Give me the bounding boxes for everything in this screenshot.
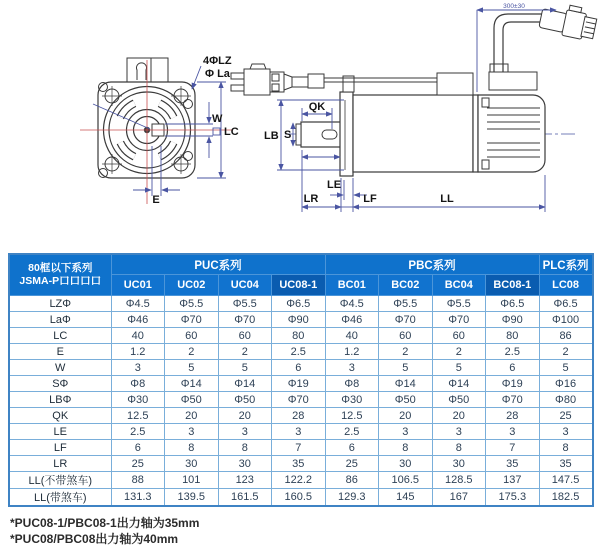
spec-cell: Φ6.5: [272, 296, 326, 312]
dim-label-ll: LL: [440, 193, 454, 205]
spec-cell: 12.5: [111, 408, 165, 424]
spec-cell: 60: [165, 328, 219, 344]
spec-cell: 86: [539, 328, 593, 344]
spec-cell: Φ6.5: [539, 296, 593, 312]
spec-cell: 139.5: [165, 489, 219, 507]
spec-cell: 145: [379, 489, 433, 507]
spec-cell: 40: [325, 328, 379, 344]
spec-cell: 25: [111, 456, 165, 472]
spec-cell: 35: [539, 456, 593, 472]
column-header-uc01: UC01: [111, 275, 165, 296]
spec-cell: 5: [218, 360, 272, 376]
spec-cell: Φ14: [379, 376, 433, 392]
spec-cell: 137: [486, 472, 540, 489]
spec-cell: 175.3: [486, 489, 540, 507]
spec-cell: 3: [486, 424, 540, 440]
spec-cell: 123: [218, 472, 272, 489]
spec-cell: 161.5: [218, 489, 272, 507]
spec-cell: Φ5.5: [165, 296, 219, 312]
row-label: LL(带煞车): [9, 489, 111, 507]
column-header-uc08-1: UC08-1: [272, 275, 326, 296]
row-label: SΦ: [9, 376, 111, 392]
dim-label-lb: LB: [264, 130, 279, 142]
spec-cell: 60: [218, 328, 272, 344]
spec-cell: Φ70: [272, 392, 326, 408]
spec-cell: 3: [325, 360, 379, 376]
spec-cell: Φ70: [486, 392, 540, 408]
motor-front-view: [98, 58, 195, 178]
spec-cell: Φ5.5: [432, 296, 486, 312]
spec-cell: Φ46: [111, 312, 165, 328]
spec-cell: 3: [218, 424, 272, 440]
spec-cell: Φ5.5: [379, 296, 433, 312]
spec-cell: 5: [539, 360, 593, 376]
group-header-pbc: PBC系列: [325, 254, 539, 275]
spec-cell: 128.5: [432, 472, 486, 489]
row-label: LE: [9, 424, 111, 440]
spec-cell: Φ19: [486, 376, 540, 392]
dim-label-e: E: [152, 194, 160, 206]
spec-cell: 88: [111, 472, 165, 489]
table-row: [9, 424, 593, 440]
spec-cell: 60: [432, 328, 486, 344]
row-label: W: [9, 360, 111, 376]
spec-cell: 30: [379, 456, 433, 472]
spec-cell: 20: [218, 408, 272, 424]
spec-cell: Φ80: [539, 392, 593, 408]
spec-cell: 12.5: [325, 408, 379, 424]
table-row: [9, 328, 593, 344]
spec-cell: 2: [165, 344, 219, 360]
row-label: LZΦ: [9, 296, 111, 312]
spec-cell: Φ14: [218, 376, 272, 392]
spec-cell: 28: [486, 408, 540, 424]
spec-cell: 6: [486, 360, 540, 376]
spec-cell: 131.3: [111, 489, 165, 507]
spec-cell: Φ70: [218, 312, 272, 328]
spec-cell: 160.5: [272, 489, 326, 507]
column-header-lc08: LC08: [539, 275, 593, 296]
column-header-bc04: BC04: [432, 275, 486, 296]
table-row: [9, 360, 593, 376]
spec-cell: 8: [379, 440, 433, 456]
footnotes: [10, 515, 199, 547]
spec-cell: 25: [539, 408, 593, 424]
pilot-leader-line: [93, 104, 150, 129]
spec-cell: 7: [486, 440, 540, 456]
spec-cell: 30: [432, 456, 486, 472]
spec-cell: 2: [379, 344, 433, 360]
row-label: QK: [9, 408, 111, 424]
spec-cell: 5: [379, 360, 433, 376]
dim-label-w: W: [212, 113, 223, 125]
group-header-plc: PLC系列: [539, 254, 593, 275]
table-row: [9, 440, 593, 456]
row-label: LC: [9, 328, 111, 344]
spec-cell: 129.3: [325, 489, 379, 507]
row-label: LaΦ: [9, 312, 111, 328]
spec-cell: Φ19: [272, 376, 326, 392]
spec-cell: 7: [272, 440, 326, 456]
spec-cell: Φ4.5: [325, 296, 379, 312]
spec-cell: 6: [111, 440, 165, 456]
spec-cell: Φ100: [539, 312, 593, 328]
spec-cell: 80: [486, 328, 540, 344]
spec-cell: 80: [272, 328, 326, 344]
spec-cell: 3: [432, 424, 486, 440]
spec-cell: 147.5: [539, 472, 593, 489]
table-row: [9, 392, 593, 408]
spec-cell: 8: [432, 440, 486, 456]
table-row: [9, 456, 593, 472]
dim-label-lf: LF: [363, 193, 377, 205]
spec-cell: Φ8: [325, 376, 379, 392]
dim-label-cable: 300±30: [503, 3, 525, 10]
spec-cell: 2.5: [111, 424, 165, 440]
spec-cell: 8: [539, 440, 593, 456]
table-row: [9, 489, 593, 507]
spec-cell: 3: [165, 424, 219, 440]
spec-cell: 8: [218, 440, 272, 456]
spec-cell: Φ5.5: [218, 296, 272, 312]
spec-cell: 122.2: [272, 472, 326, 489]
corner-line1: 80框以下系列: [28, 261, 93, 274]
spec-cell: 60: [379, 328, 433, 344]
column-header-bc02: BC02: [379, 275, 433, 296]
corner-line2: JSMA-P口口口口: [19, 275, 102, 287]
row-label: LBΦ: [9, 392, 111, 408]
spec-table: [8, 253, 592, 507]
spec-cell: 5: [165, 360, 219, 376]
spec-cell: 2: [432, 344, 486, 360]
spec-cell: 2.5: [486, 344, 540, 360]
spec-cell: 2: [539, 344, 593, 360]
spec-cell: 167: [432, 489, 486, 507]
spec-cell: Φ4.5: [111, 296, 165, 312]
spec-cell: 20: [379, 408, 433, 424]
spec-cell: 35: [486, 456, 540, 472]
spec-cell: Φ14: [165, 376, 219, 392]
spec-cell: 6: [325, 440, 379, 456]
spec-cell: 3: [272, 424, 326, 440]
table-row: [9, 344, 593, 360]
spec-cell: Φ46: [325, 312, 379, 328]
spec-cell: Φ16: [539, 376, 593, 392]
spec-cell: Φ90: [486, 312, 540, 328]
dim-label-le: LE: [326, 179, 342, 191]
dim-label-s: S: [284, 129, 292, 141]
spec-cell: Φ70: [165, 312, 219, 328]
row-label: E: [9, 344, 111, 360]
spec-cell: 3: [379, 424, 433, 440]
spec-cell: 106.5: [379, 472, 433, 489]
power-connector: [538, 0, 598, 42]
spec-cell: Φ70: [432, 312, 486, 328]
spec-cell: Φ30: [111, 392, 165, 408]
spec-cell: 182.5: [539, 489, 593, 507]
spec-cell: Φ70: [379, 312, 433, 328]
spec-cell: Φ6.5: [486, 296, 540, 312]
spec-cell: 5: [432, 360, 486, 376]
footnote-1: *PUC08-1/PBC08-1出力轴为35mm: [10, 516, 200, 530]
spec-cell: Φ90: [272, 312, 326, 328]
row-label: LL(不带煞车): [9, 472, 111, 489]
spec-cell: 2.5: [272, 344, 326, 360]
spec-cell: 8: [165, 440, 219, 456]
spec-cell: 30: [218, 456, 272, 472]
spec-cell: 20: [165, 408, 219, 424]
table-row: [9, 408, 593, 424]
spec-cell: 2.5: [325, 424, 379, 440]
column-header-bc08-1: BC08-1: [486, 275, 540, 296]
spec-cell: 1.2: [325, 344, 379, 360]
dim-label-lc: LC: [224, 126, 239, 138]
row-label: LF: [9, 440, 111, 456]
table-row: [9, 472, 593, 489]
spec-cell: 86: [325, 472, 379, 489]
dimension-diagram: [0, 0, 600, 250]
spec-cell: Φ14: [432, 376, 486, 392]
spec-cell: 3: [111, 360, 165, 376]
spec-cell: 3: [539, 424, 593, 440]
series-corner-header: [9, 254, 111, 296]
table-row: [9, 376, 593, 392]
row-label: LR: [9, 456, 111, 472]
spec-cell: 2: [218, 344, 272, 360]
spec-cell: 6: [272, 360, 326, 376]
column-header-uc04: UC04: [218, 275, 272, 296]
table-row: [9, 312, 593, 328]
spec-cell: 25: [325, 456, 379, 472]
spec-cell: Φ50: [165, 392, 219, 408]
footnote-2: *PUC08/PBC08出力轴为40mm: [10, 532, 179, 547]
spec-cell: Φ50: [432, 392, 486, 408]
column-header-uc02: UC02: [165, 275, 219, 296]
dim-label-4lz: 4ΦLZ: [203, 55, 232, 67]
motor-side-view: [231, 0, 598, 176]
dim-label-lr: LR: [303, 193, 319, 205]
dim-label-qk: QK: [308, 101, 326, 113]
table-row: [9, 296, 593, 312]
spec-cell: 20: [432, 408, 486, 424]
spec-cell: 28: [272, 408, 326, 424]
spec-cell: 101: [165, 472, 219, 489]
dim-label-la: Φ La: [205, 68, 230, 80]
spec-cell: Φ8: [111, 376, 165, 392]
spec-cell: 40: [111, 328, 165, 344]
spec-cell: Φ50: [218, 392, 272, 408]
spec-cell: 35: [272, 456, 326, 472]
group-header-puc: PUC系列: [111, 254, 325, 275]
spec-cell: 30: [165, 456, 219, 472]
spec-cell: Φ50: [379, 392, 433, 408]
spec-cell: 1.2: [111, 344, 165, 360]
spec-cell: Φ30: [325, 392, 379, 408]
column-header-bc01: BC01: [325, 275, 379, 296]
